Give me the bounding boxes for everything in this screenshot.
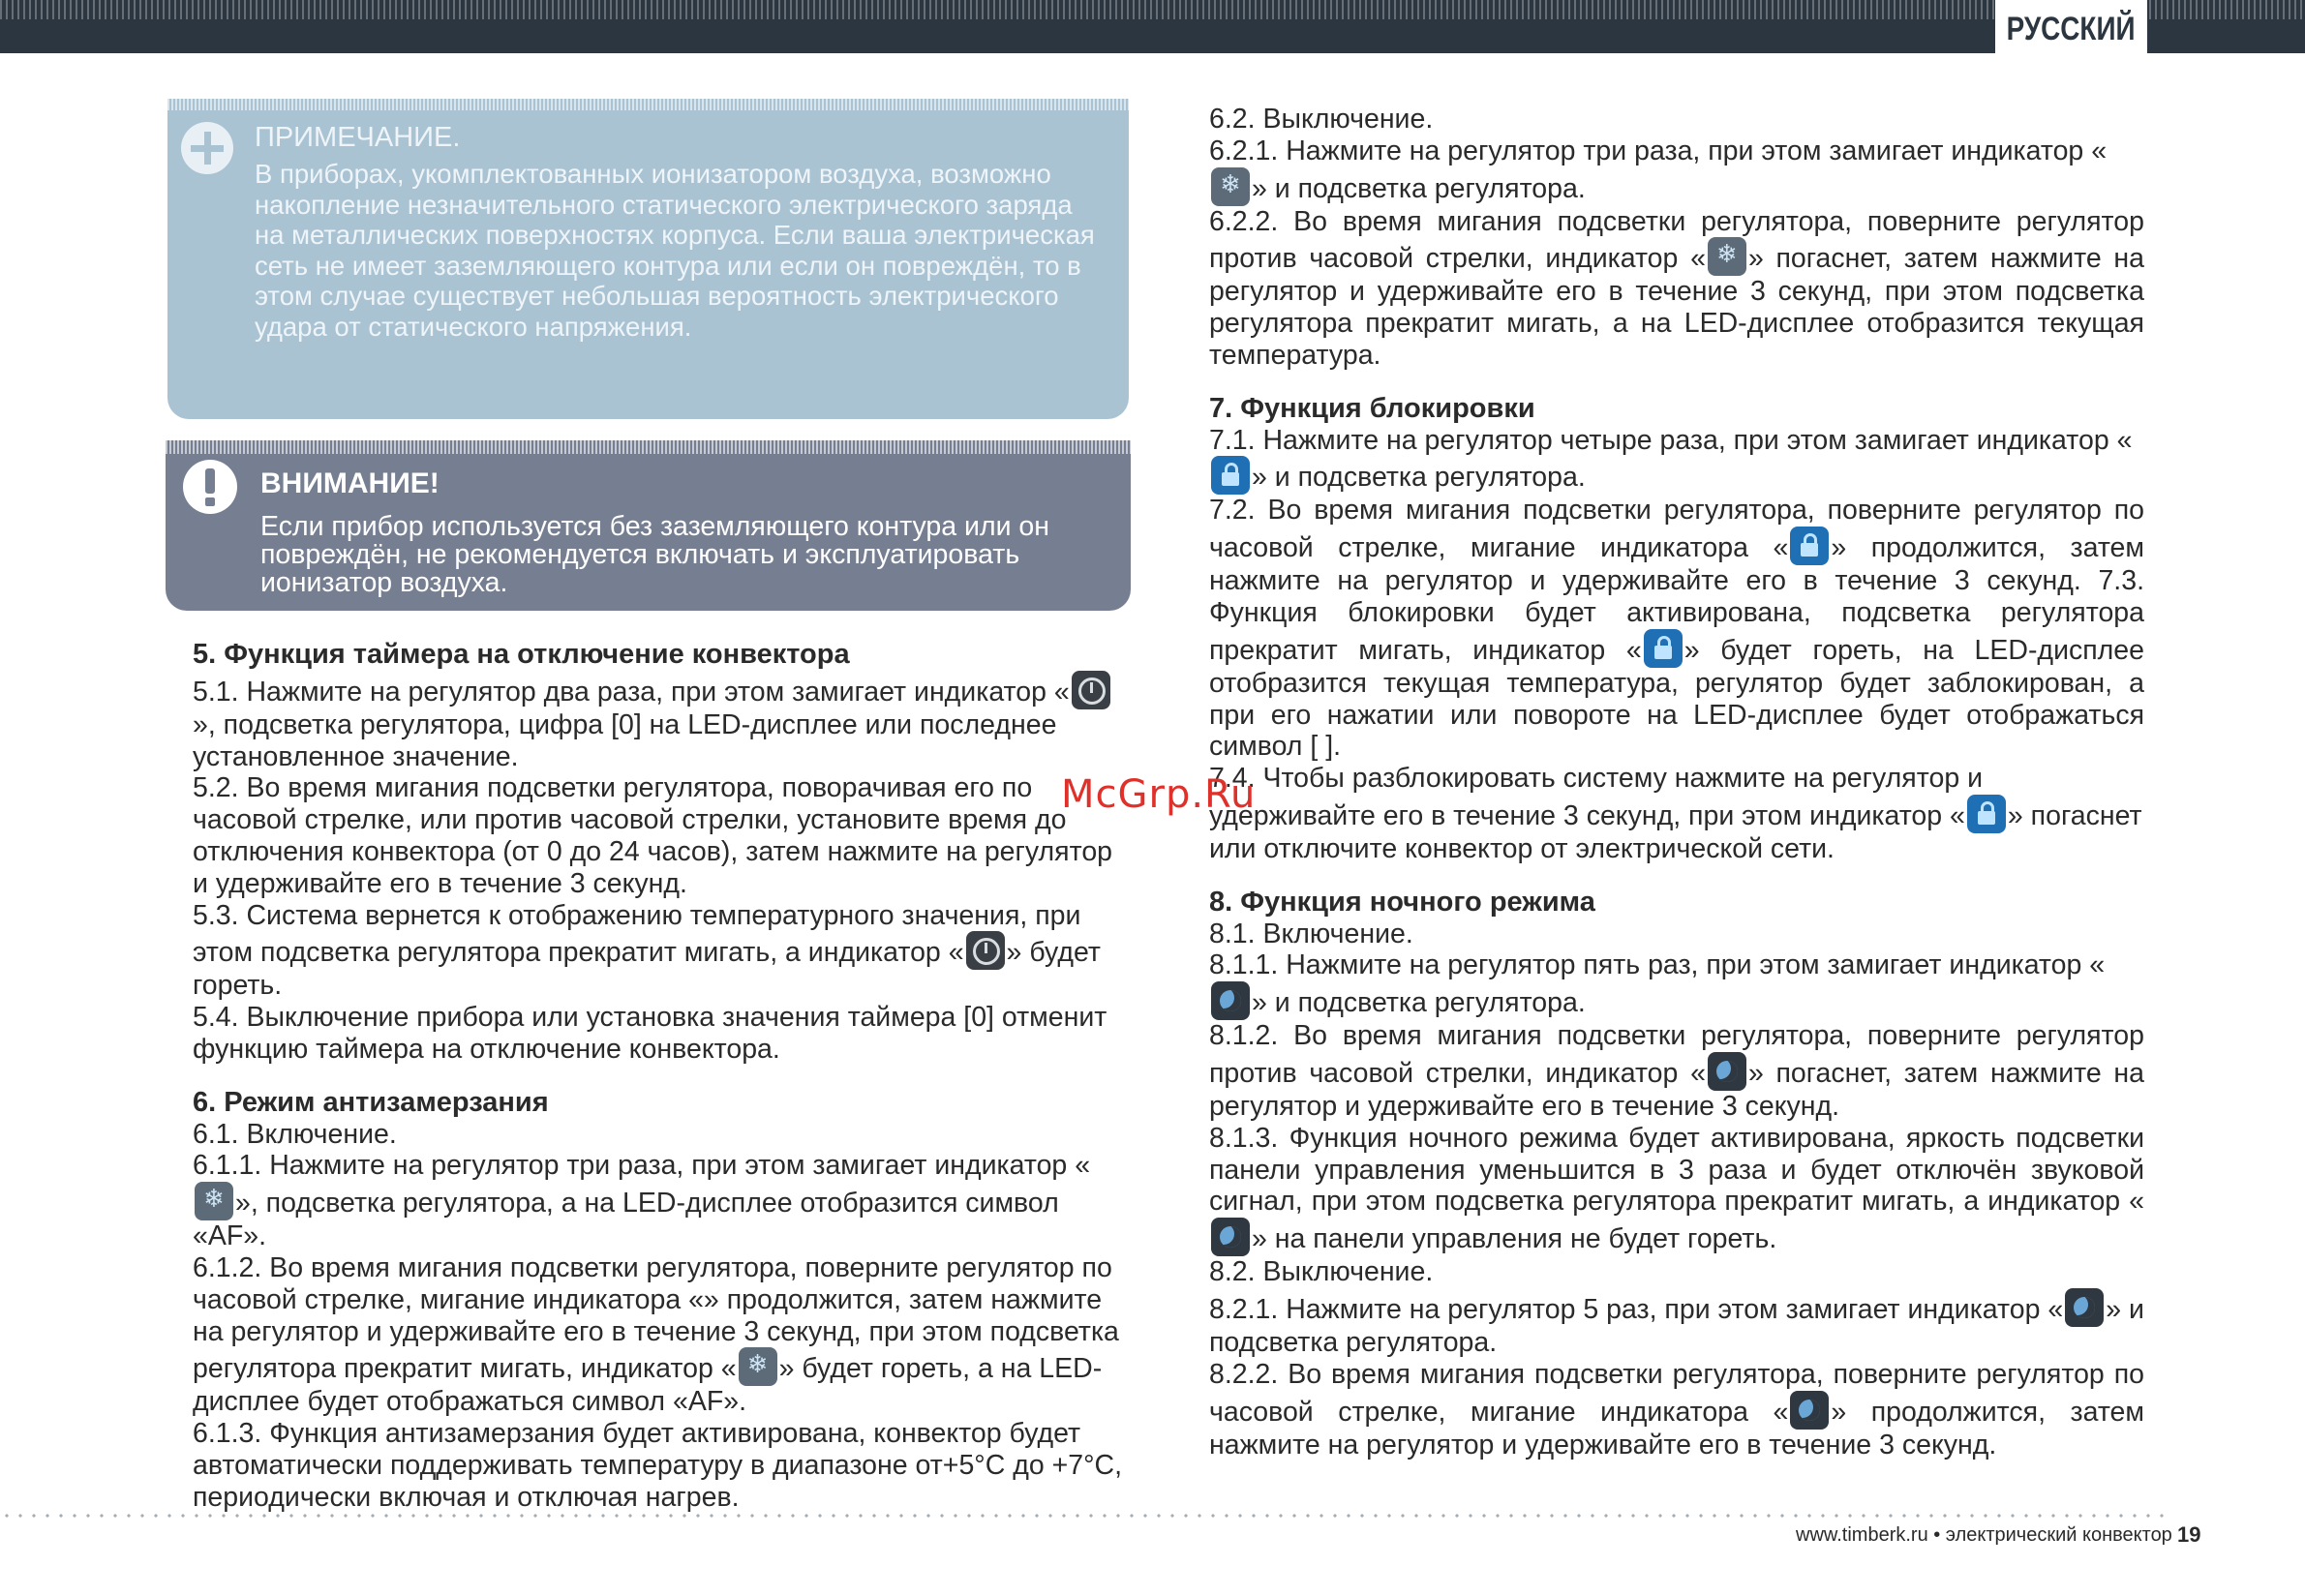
section-8-1-1: 8.1.1. Нажмите на регулятор пять раз, при этом замигает индикатор «» и подсветка регулятора. <box>1209 949 2106 1019</box>
section-8-2-2: 8.2.2. Во время мигания подсветки регулятора, поверните регулятор по часовой стрелке, мигание индикатора « » продолжится, затем нажмите на регулятор и удерживайте его в течение 3 секунд. <box>1209 1358 2144 1460</box>
section-6-2: 6.2. Выключение. <box>1209 104 1434 135</box>
footer-dotted-rule <box>0 1514 2169 1518</box>
section-8-2: 8.2. Выключение. <box>1209 1256 1434 1288</box>
note-stripe <box>167 99 1129 110</box>
snowflake-indicator-icon <box>739 1347 777 1386</box>
language-tab <box>1995 0 2147 58</box>
snowflake-indicator-icon <box>1211 167 1250 206</box>
section-8-title: 8. Функция ночного режима <box>1209 886 1595 918</box>
section-7-1: 7.1. Нажмите на регулятор четыре раза, при этом замигает индикатор «» и подсветка регулятора. <box>1209 424 2133 494</box>
snowflake-indicator-icon <box>195 1182 233 1220</box>
lock-indicator-icon <box>1790 527 1829 565</box>
section-6-1-1: 6.1.1. Нажмите на регулятор три раза, при этом замигает индикатор «❄», подсветка регулятора, а на LED-дисплее отобразится символ «AF». <box>193 1150 1132 1252</box>
moon-indicator-icon <box>1211 981 1250 1020</box>
section-6-1-3: 6.1.3. Функция антизамерзания будет активирована, конвектор будет автоматически поддерживать температуру в диапазоне от+5°С до +7°С, периодически включая и отключая нагрев. <box>193 1418 1122 1513</box>
warning-box <box>166 440 1131 611</box>
note-text: В приборах, укомплектованных ионизатором воздуха, возможно накопление незначительного статического электрического заряда на металлических поверхностях корпуса. Если ваша электрическая сеть не имеет заземляющего контура или если он повреждён, то в этом случае существует небольшая вероятность электрического удара от статического напряжения. <box>255 159 1095 342</box>
section-8-1: 8.1. Включение. <box>1209 918 1413 949</box>
note-title: ПРИМЕЧАНИЕ. <box>255 122 461 153</box>
exclamation-icon <box>183 460 237 514</box>
moon-indicator-icon <box>1708 1052 1746 1091</box>
section-5-3: 5.3. Система вернется к отображению температурного значения, при этом подсветка регулятора прекратит мигать, а индикатор « » будет гореть. <box>193 899 1101 1002</box>
section-5-title: 5. Функция таймера на отключение конвектора <box>193 639 850 670</box>
snowflake-indicator-icon <box>1708 237 1746 276</box>
section-6-1: 6.1. Включение. <box>193 1118 397 1150</box>
warning-title: ВНИМАНИЕ! <box>260 467 440 499</box>
lock-indicator-icon <box>1644 629 1683 668</box>
moon-indicator-icon <box>2065 1288 2104 1327</box>
note-box <box>167 99 1129 419</box>
section-6-1-2: 6.1.2. Во время мигания подсветки регулятора, поверните регулятор по часовой стрелке, мигание индикатора «» продолжится, затем нажмите на регулятор и удерживайте его в течение 3 секунд, при этом подсветка регулятора прекратит мигать, индикатор «❄ » будет гореть, а на LED-дисплее будет отображаться символ «AF». <box>193 1252 1132 1418</box>
warning-stripe <box>166 440 1131 454</box>
language-label: РУССКИЙ <box>2007 10 2136 47</box>
header-band <box>0 19 2305 53</box>
section-7-4: 7.4. Чтобы разблокировать систему нажмите на регулятор и удерживайте его в течение 3 секунд, при этом индикатор « » погаснет или отключите конвектор от электрической сети. <box>1209 763 2142 864</box>
warning-text: Если прибор используется без заземляющего контура или он повреждён, не рекомендуется включать и эксплуатировать ионизатор воздуха. <box>260 511 1050 598</box>
right-column <box>1209 104 2144 1460</box>
moon-indicator-icon <box>1790 1391 1829 1430</box>
section-6-2-2: 6.2.2. Во время мигания подсветки регулятора, поверните регулятор против часовой стрелки, индикатор «❄ » погаснет, затем нажмите на регулятор и удерживайте его в течение 3 секунд, при этом подсветка регулятора прекратит мигать, а на LED-дисплее отобразится текущая температура. <box>1209 206 2144 372</box>
plus-icon <box>181 122 233 174</box>
left-column <box>193 639 1132 1514</box>
lock-indicator-icon <box>1967 795 2006 833</box>
section-5-1: 5.1. Нажмите на регулятор два раза, при этом замигает индикатор «», подсветка регулятора, цифра [0] на LED-дисплее или последнее установленное значение. <box>193 671 1132 773</box>
section-5-4: 5.4. Выключение прибора или установка значения таймера [0] отменит функцию таймера на отключение конвектора. <box>193 1002 1107 1065</box>
section-6-2-1: 6.2.1. Нажмите на регулятор три раза, при этом замигает индикатор «❄» и подсветка регулятора. <box>1209 136 2144 206</box>
moon-indicator-icon <box>1211 1218 1250 1256</box>
lock-indicator-icon <box>1211 456 1250 495</box>
section-8-1-2: 8.1.2. Во время мигания подсветки регулятора, поверните регулятор против часовой стрелки, индикатор « » погаснет, затем нажмите на регулятор и удерживайте его в течение 3 секунд. <box>1209 1020 2144 1122</box>
section-5-2: 5.2. Во время мигания подсветки регулятора, поворачивая его по часовой стрелке, или против часовой стрелки, установите время до отключения конвектора (от 0 до 24 часов), затем нажмите на регулятор и удерживайте его в течение 3 секунд. <box>193 772 1113 899</box>
section-8-1-3: 8.1.3. Функция ночного режима будет активирована, яркость подсветки панели управления уменьшится в 3 раза и будет отключён звуковой сигнал, при этом подсветка регулятора прекратит мигать, а индикатор «» на панели управления не будет гореть. <box>1209 1122 2144 1255</box>
timer-indicator-icon <box>966 931 1005 970</box>
watermark: McGrp.Ru <box>1061 772 1257 817</box>
section-6-title: 6. Режим антизамерзания <box>193 1086 549 1118</box>
section-7-title: 7. Функция блокировки <box>1209 392 1535 424</box>
section-7-2: 7.2. Во время мигания подсветки регулятора, поверните регулятор по часовой стрелке, мигание индикатора « » продолжится, затем нажмите на регулятор и удерживайте его в течение 3 секунд. 7.3. Функция блокировки будет активирована, подсветка регулятора прекратит мигать, индикатор « » будет гореть, на LED-дисплее отобразится текущая температура, регулятор будет заблокирован, а при его нажатии или повороте на LED-дисплее будет отображаться символ [ ]. <box>1209 495 2144 763</box>
section-8-2-1: 8.2.1. Нажмите на регулятор 5 раз, при этом замигает индикатор « » и подсветка регулятора. <box>1209 1288 2144 1359</box>
page-number: 19 <box>2177 1522 2201 1547</box>
timer-indicator-icon <box>1072 671 1110 709</box>
footer-site: www.timberk.ru • электрический конвектор <box>1796 1524 2172 1546</box>
